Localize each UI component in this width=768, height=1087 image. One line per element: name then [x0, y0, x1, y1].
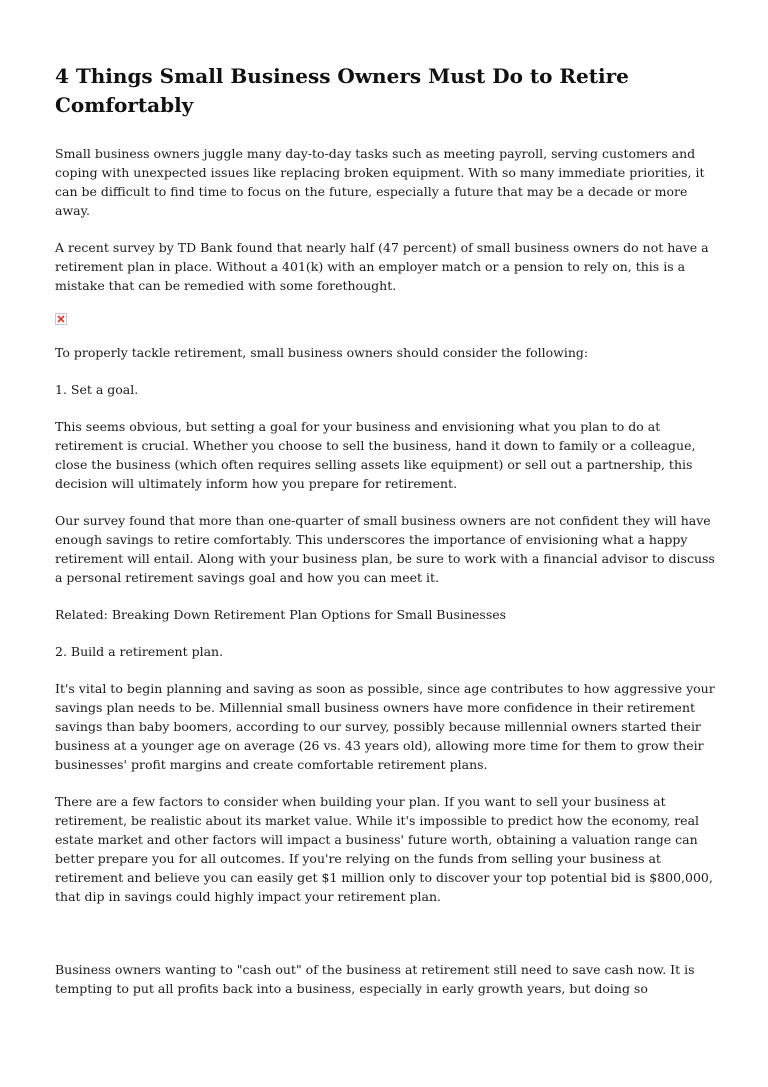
paragraph-factors: There are a few factors to consider when building your plan. If you want to sell your business at retirement, be realistic about its market value. While it's impossible to predict how the economy, real estate market and other factors will impact a business' future worth, obtaining a valuation range can better prepare you for all outcomes. If you're relying on the funds from selling your business at retirement and believe you can easily get $1 million only to discover your top potential bid is $800,000, that dip in savings could highly impact your retirement plan.	[55, 794, 713, 904]
broken-image-icon	[55, 313, 67, 325]
paragraph-confidence: Our survey found that more than one-quarter of small business owners are not confident they will have enough savings to retire comfortably. This underscores the importance of envisioning what a happy retirement will entail. Along with your business plan, be sure to work with a financial advisor to discuss a personal retirement savings goal and how you can meet it.	[55, 513, 715, 585]
paragraph-consider: To properly tackle retirement, small business owners should consider the following:	[55, 345, 589, 360]
paragraph-survey: A recent survey by TD Bank found that nearly half (47 percent) of small business owners do not have a retirement plan in place. Without a 401(k) with an employer match or a pension to rely on, this is a mistake that can be remedied with some forethought.	[55, 240, 709, 293]
article	[55, 62, 715, 998]
paragraph-intro: Small business owners juggle many day-to-day tasks such as meeting payroll, serving customers and coping with unexpected issues like replacing broken equipment. With so many immediate priorities, it can be difficult to find time to focus on the future, especially a future that may be a decade or more away.	[55, 146, 705, 218]
paragraph-cash-out: Business owners wanting to "cash out" of the business at retirement still need to save cash now. It is tempting to put all profits back into a business, especially in early growth years, but doing so	[55, 962, 695, 996]
paragraph-goal: This seems obvious, but setting a goal for your business and envisioning what you plan to do at retirement is crucial. Whether you choose to sell the business, hand it down to family or a colleague, close the business (which often requires selling assets like equipment) or sell out a partnership, this decision will ultimately inform how you prepare for retirement.	[55, 419, 696, 491]
paragraph-planning: It's vital to begin planning and saving as soon as possible, since age contributes to how aggressive your savings plan needs to be. Millennial small business owners have more confidence in their retirement savings than baby boomers, according to our survey, possibly because millennial owners started their business at a younger age on average (26 vs. 43 years old), allowing more time for them to grow their businesses' profit margins and create comfortable retirement plans.	[55, 681, 715, 772]
related-link[interactable]: Related: Breaking Down Retirement Plan Options for Small Businesses	[55, 607, 507, 622]
step-heading-1: 1. Set a goal.	[55, 382, 139, 397]
step-heading-2: 2. Build a retirement plan.	[55, 644, 224, 659]
article-title: 4 Things Small Business Owners Must Do to Retire Comfortably	[55, 64, 629, 117]
